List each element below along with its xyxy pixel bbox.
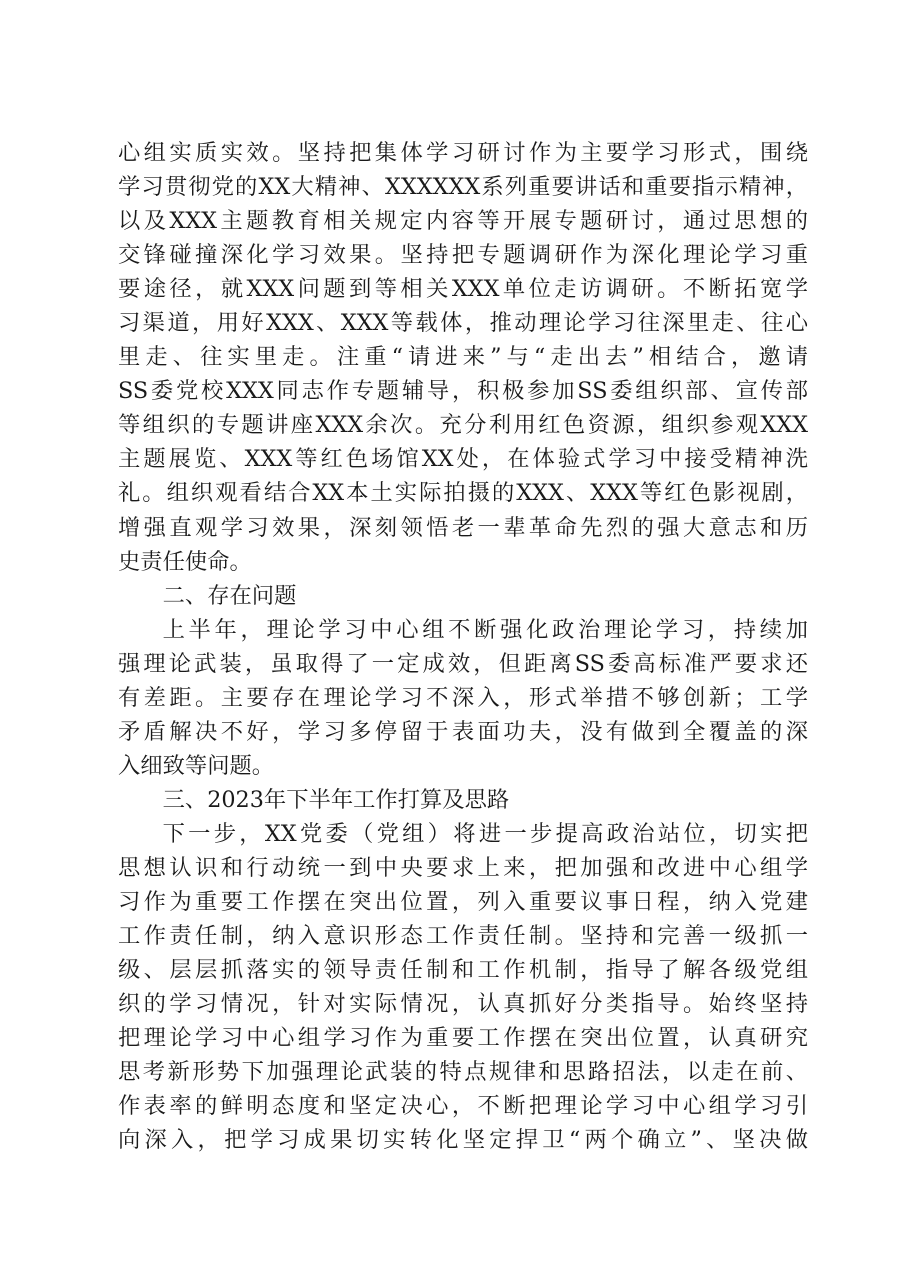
document-body [118, 136, 808, 1157]
paragraph-plans [118, 817, 808, 1157]
text-line: 习作为重要工作摆在突出位置，列入重要议事日程，纳入党建 [118, 889, 808, 916]
section-heading-plans: 三、2023年下半年工作打算及思路 [162, 786, 510, 813]
paragraph-problems [118, 613, 808, 783]
text-line: 史责任使命。 [118, 548, 252, 575]
text-line: 把理论学习中心组学习作为重要工作摆在突出位置，认真研究 [118, 1025, 808, 1052]
text-line: 要途径，就XXX问题到等相关XXX单位走访调研。不断拓宽学 [118, 276, 808, 303]
text-line: 织的学习情况，针对实际情况，认真抓好分类指导。始终坚持 [118, 991, 808, 1018]
text-line: 增强直观学习效果，深刻领悟老一辈革命先烈的强大意志和历 [118, 514, 808, 541]
text-line: 工作责任制，纳入意识形态工作责任制。坚持和完善一级抓一 [118, 923, 808, 950]
text-line: 学习贯彻党的XX大精神、XXXXXX系列重要讲话和重要指示精神， [118, 174, 808, 201]
text-line: 交锋碰撞深化学习效果。坚持把专题调研作为深化理论学习重 [118, 242, 808, 269]
text-line: 矛盾解决不好，学习多停留于表面功夫，没有做到全覆盖的深 [118, 718, 808, 745]
section-heading-problems: 二、存在问题 [162, 582, 297, 609]
text-line: 强理论武装，虽取得了一定成效，但距离SS委高标准严要求还 [118, 650, 808, 677]
text-line: 级、层层抓落实的领导责任制和工作机制，指导了解各级党组 [118, 957, 808, 984]
text-line: 等组织的专题讲座XXX余次。充分利用红色资源，组织参观XXX [118, 412, 808, 439]
text-line: 心组实质实效。坚持把集体学习研讨作为主要学习形式，围绕 [118, 140, 808, 166]
text-line: 礼。组织观看结合XX本土实际拍摄的XXX、XXX等红色影视剧， [118, 480, 808, 507]
paragraph-study-practice [118, 136, 808, 579]
text-line: 思想认识和行动统一到中央要求上来，把加强和改进中心组学 [118, 854, 808, 881]
text-line: 作表率的鲜明态度和坚定决心，不断把理论学习中心组学习引 [118, 1093, 808, 1120]
text-line: 下一步，XX党委（党组）将进一步提高政治站位，切实把 [162, 820, 808, 847]
text-line: 里走、往实里走。注重“请进来”与“走出去”相结合，邀请 [118, 344, 808, 371]
text-line: 主题展览、XXX等红色场馆XX处，在体验式学习中接受精神洗 [118, 446, 808, 473]
text-line: 有差距。主要存在理论学习不深入，形式举措不够创新；工学 [118, 684, 808, 711]
text-line: 思考新形势下加强理论武装的特点规律和思路招法，以走在前、 [118, 1059, 808, 1086]
text-line: 以及XXX主题教育相关规定内容等开展专题研讨，通过思想的 [118, 208, 808, 235]
text-line: SS委党校XXX同志作专题辅导，积极参加SS委组织部、宣传部 [118, 378, 808, 405]
text-line: 入细致等问题。 [118, 752, 275, 779]
text-line: 向深入，把学习成果切实转化坚定捍卫“两个确立”、坚决做 [118, 1127, 808, 1154]
text-line: 习渠道，用好XXX、XXX等载体，推动理论学习往深里走、往心 [118, 310, 808, 337]
text-line: 上半年，理论学习中心组不断强化政治理论学习，持续加 [162, 616, 808, 643]
